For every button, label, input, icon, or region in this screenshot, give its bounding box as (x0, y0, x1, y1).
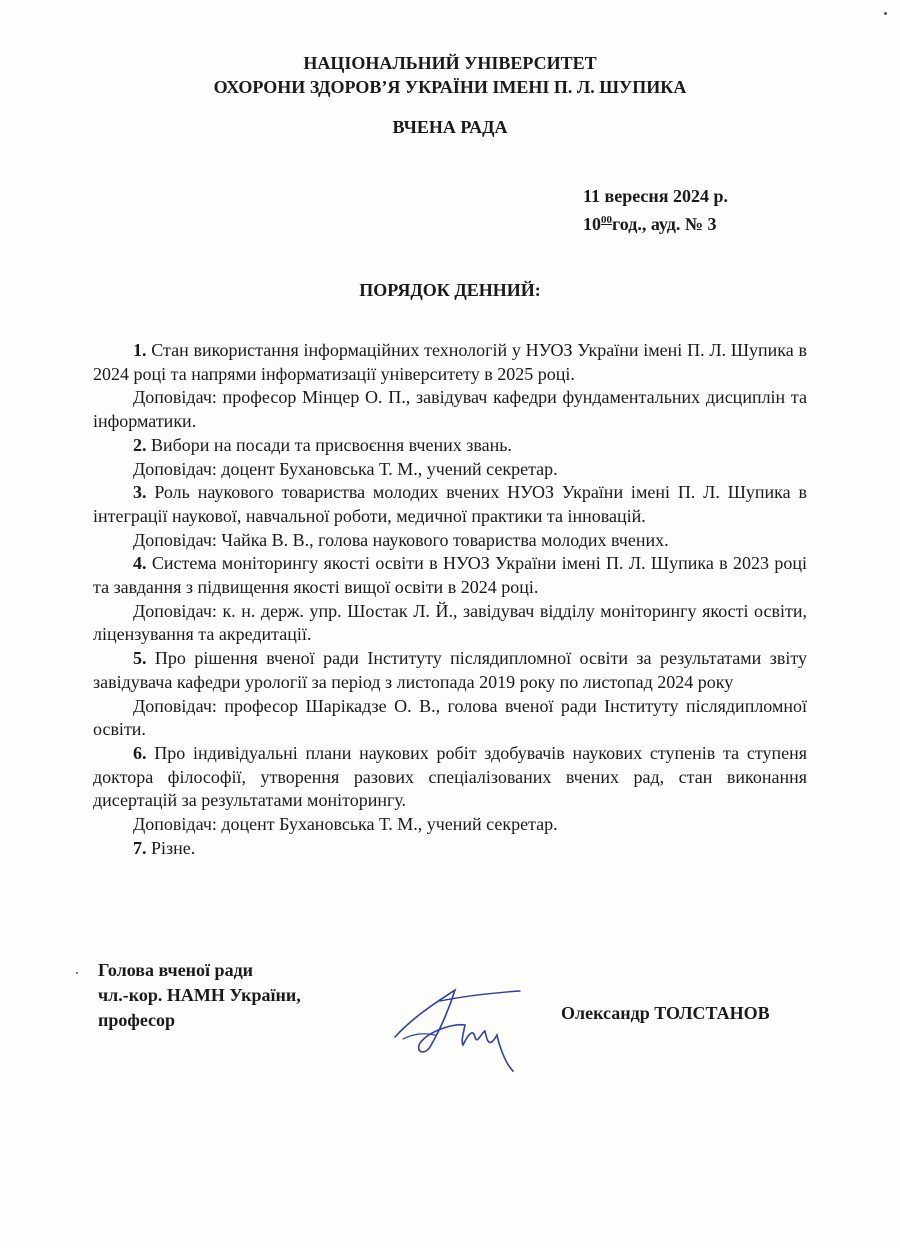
agenda-item-text: Система моніторингу якості освіти в НУОЗ України імені П. Л. Шупика в 2023 році та завдання з підвищення якості вищої освіти в 2024 році. (93, 553, 807, 598)
agenda-item (93, 339, 807, 386)
agenda-item-number: 1. (133, 340, 147, 360)
agenda-item (93, 742, 807, 813)
agenda-item (93, 434, 807, 458)
meeting-date: 11 вересня 2024 р. (583, 186, 729, 206)
signatory-position: Голова вченої ради (98, 960, 254, 980)
agenda-item-number: 2. (133, 434, 147, 455)
time-minutes: 00 (601, 214, 612, 226)
signatory-name: Олександр ТОЛСТАНОВ (561, 1003, 770, 1023)
agenda-item-text: Про рішення вченої ради Інституту післядипломної освіти за результатами звіту завідувача кафедри урології за період з листопада 2019 року по листопад 2024 року (93, 648, 807, 692)
time-hour: 10 (583, 214, 601, 234)
council-title: ВЧЕНА РАДА (392, 117, 508, 137)
time-rest: год., ауд. № 3 (612, 214, 717, 234)
agenda-list (93, 339, 807, 860)
agenda-item (93, 481, 807, 528)
agenda-item-text: Роль наукового товариства молодих вчених НУОЗ України імені П. Л. Шупика в інтеграції наукової, навчальної роботи, медичної практики та інновацій. (93, 482, 807, 526)
agenda-item-number: 4. (133, 553, 147, 574)
agenda-item-number: 7. (133, 837, 147, 858)
signatory-block (98, 958, 301, 1033)
agenda-item-number: 3. (133, 482, 147, 503)
agenda-item (93, 647, 807, 694)
agenda-item (93, 552, 807, 599)
agenda-speaker: Доповідач: Чайка В. В., голова наукового товариства молодих вчених. (133, 529, 669, 550)
agenda-item-text: Про індивідуальні плани наукових робіт здобувачів наукових ступенів та ступеня доктора філософії, утворення разових спеціалізованих вчених рад, стан виконання дисертацій за результатами моніторингу. (93, 742, 807, 811)
agenda-speaker: Доповідач: доцент Бухановська Т. М., учений секретар. (133, 814, 558, 835)
handwritten-signature (385, 975, 525, 1075)
signatory-rank: професор (98, 1010, 176, 1030)
agenda-speaker: Доповідач: к. н. держ. упр. Шостак Л. Й., завідувач відділу моніторингу якості освіти, ліцензування та акредитації. (93, 600, 807, 645)
scan-speck (884, 12, 887, 15)
university-name-line1: НАЦІОНАЛЬНИЙ УНІВЕРСИТЕТ (303, 53, 597, 73)
agenda-item-text: Стан використання інформаційних технологій у НУОЗ України імені П. Л. Шупика в 2024 році та напрями інформатизації університету в 2025 році. (93, 340, 807, 384)
university-name-line2: ОХОРОНИ ЗДОРОВ’Я УКРАЇНИ ІМЕНІ П. Л. ШУПИКА (213, 77, 687, 97)
agenda-item-number: 5. (133, 648, 147, 669)
agenda-title: ПОРЯДОК ДЕННИЙ: (359, 280, 541, 300)
meeting-time (583, 209, 716, 235)
signatory-title: чл.-кор. НАМН України, (98, 985, 301, 1005)
agenda-item (93, 837, 807, 861)
scan-speck (76, 972, 78, 974)
agenda-item-text: Різне. (146, 837, 196, 858)
agenda-speaker: Доповідач: професор Мінцер О. П., завідувач кафедри фундаментальних дисциплін та інформатики. (93, 387, 807, 432)
agenda-item-number: 6. (133, 742, 147, 763)
agenda-item-text: Вибори на посади та присвоєння вчених звань. (146, 434, 512, 455)
agenda-speaker: Доповідач: доцент Бухановська Т. М., учений секретар. (133, 458, 558, 479)
agenda-speaker: Доповідач: професор Шарікадзе О. В., голова вченої ради Інституту післядипломної освіти. (93, 695, 807, 740)
